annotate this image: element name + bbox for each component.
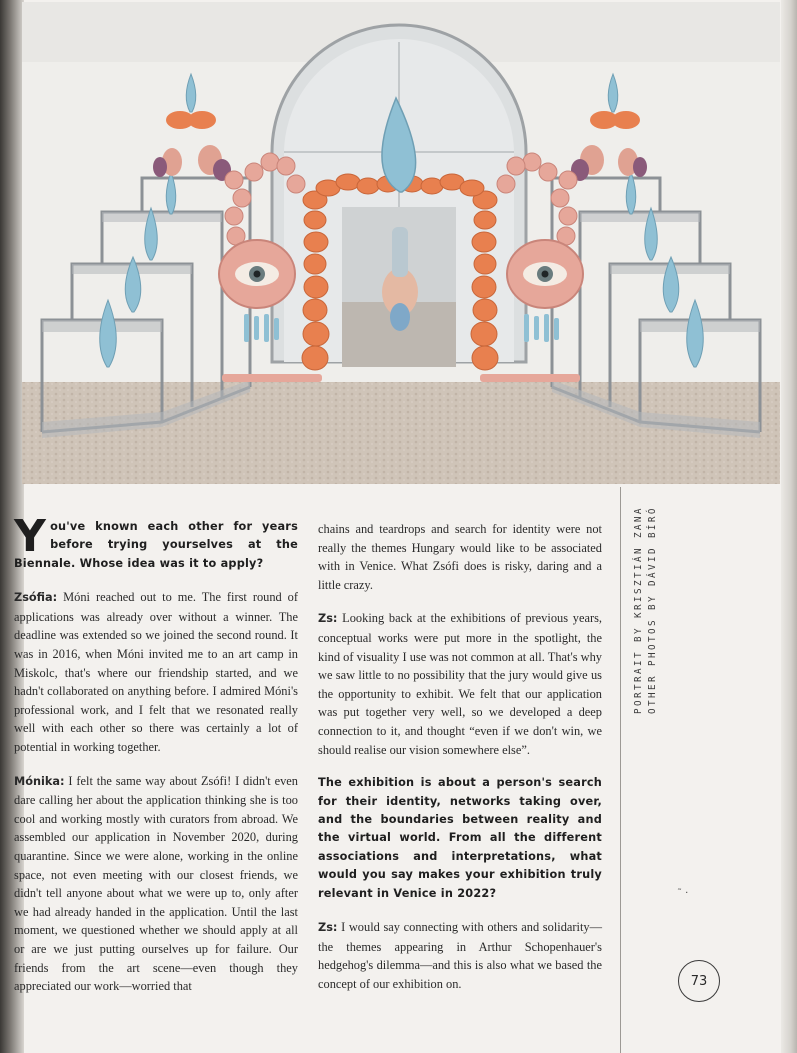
photo-credits bbox=[632, 506, 660, 714]
speaker-label: Zsófia: bbox=[14, 591, 58, 605]
text-column-left bbox=[14, 511, 298, 1011]
interview-question: The exhibition is about a person's search for their identity, networks taking over, and the boundaries between reality and the virtual world. From all the different associations and interpretations, what would you say makes your exhibition truly relevant in Venice in 2022? bbox=[318, 776, 602, 900]
speaker-label: Zs: bbox=[318, 920, 338, 934]
answer-paragraph bbox=[14, 588, 298, 756]
speaker-label: Zs: bbox=[318, 612, 338, 626]
credit-divider bbox=[620, 487, 621, 1053]
answer-text: Móni reached out to me. The first round of applications was already over without a winner. The deadline was extended so we joined the second round. It was in 2016, when Móni invited me to an art camp in Miskolc, that's where our friendship started, and we hadn't collaborated on anything before. I admired Móni's professional work, and I felt that we resonated really well with each other so there was certainly a lot of potential in working together. bbox=[14, 590, 298, 754]
answer-paragraph bbox=[318, 918, 602, 993]
answer-paragraph bbox=[14, 772, 298, 996]
continuation-paragraph: chains and teardrops and search for identity were not really the themes Hungary would like to be associated with in Venice. What Zsófi does is risky, daring and a little crazy. bbox=[318, 522, 602, 592]
decorative-mark: ˜ · bbox=[677, 888, 689, 899]
credit-line-portrait: PORTRAIT BY KRISZTIÁN ZANA bbox=[633, 506, 644, 714]
page-edge bbox=[781, 0, 797, 1053]
answer-text: Looking back at the exhibitions of previous years, conceptual works were put more in the spotlight, the kind of visuality I use was not common at all. That's why we saw little to no possibility that the jury would give us the opportunity to exhibit. We felt that our application was put together very well, so we developed a deep connection to it, and thought “even if we don't win, we should realise our vision somewhere else”. bbox=[318, 611, 602, 757]
text-column-right bbox=[318, 520, 602, 1008]
intro-question-text: ou've known each other for years before trying yourselves at the Biennale. Whose idea was it to apply? bbox=[14, 520, 298, 570]
speaker-label: Mónika: bbox=[14, 774, 65, 788]
answer-text: I would say connecting with others and solidarity—the themes appearing in Arthur Schopenhauer's hedgehog's dilemma—and this is also what we based the concept of our exhibition on. bbox=[318, 919, 602, 991]
credit-line-photos: OTHER PHOTOS BY DÁVID BÍRÓ bbox=[647, 506, 658, 714]
page-number: 73 bbox=[678, 960, 720, 1002]
intro-question bbox=[14, 511, 298, 573]
exhibition-photo bbox=[22, 2, 780, 484]
answer-paragraph bbox=[318, 609, 602, 759]
dropcap: Y bbox=[14, 511, 47, 562]
answer-text: I felt the same way about Zsófi! I didn't even dare calling her about the application thinking she is too cool and working mostly with curators from abroad. We assembled our application in November 2020, during quarantine. Since we were alone, working in the online space, not even meeting with our closest friends, we didn't tell anyone about what we were up to, only after we had already handed in the application. Until the last moment, we questioned whether we should apply at all or are we just putting ourselves up for failure. Our friends from the art scene—even though they appreciated our work—worried that bbox=[14, 773, 298, 994]
